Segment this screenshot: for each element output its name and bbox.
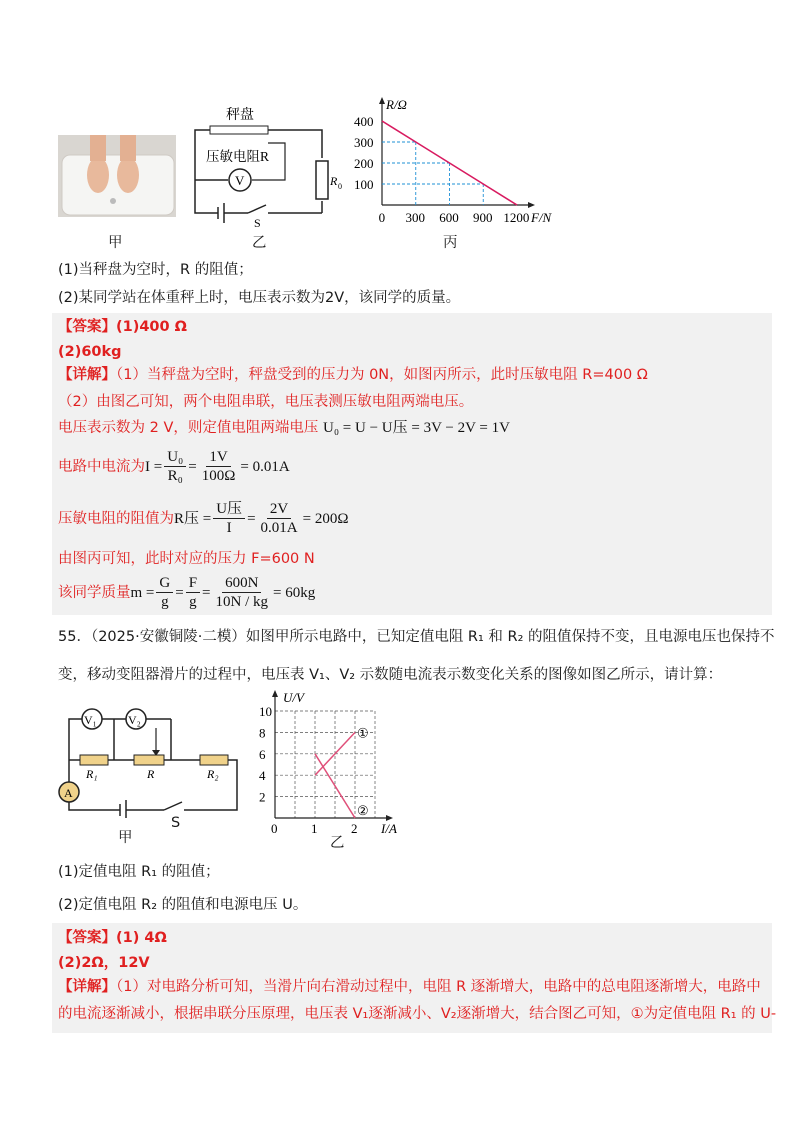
numerator: U₀ (164, 448, 186, 467)
detail-2: 的电流逐渐减小，根据串联分压原理，电压表 V₁逐渐减小、V₂逐渐增大，结合图乙可知，①为定值电阻 R₁ 的 U- (58, 1006, 777, 1022)
detail-4-lhs: I = (145, 458, 163, 475)
answer-tag: 【答案】 (58, 319, 116, 335)
y-tick-label: 200 (354, 156, 374, 171)
r-label: R (147, 767, 155, 781)
fig-jia-label: 甲 (108, 235, 123, 251)
r-vs-f-chart (350, 93, 552, 228)
q55-detail-row-1 (58, 976, 761, 998)
y-axis-arrow (379, 97, 385, 104)
numerator: 2V (267, 500, 291, 519)
fig-yi-label: 乙 (252, 235, 267, 251)
fraction (199, 448, 239, 485)
x-axis-label: F/N (531, 210, 552, 225)
y-tick-label: 100 (354, 177, 374, 192)
x-tick-label: 1 (311, 821, 318, 836)
scale-circuit-diagram (190, 103, 340, 228)
detail-row-5: 压敏电阻的阻值为 R压 = $\frac{\text{U压}}{I}$ = $\frac{2V}{0.01A}$ = 200Ω (58, 501, 349, 536)
detail-1: （1）当秤盘为空时，秤盘受到的压力为 0N，如图丙所示，此时压敏电阻 R=400 Ω (116, 367, 648, 383)
answer-2: (2)60kg (58, 344, 122, 360)
q55-fig-jia-label: 甲 (118, 830, 133, 846)
q55-switch-label: S (171, 815, 181, 831)
fraction (164, 448, 186, 485)
detail-row-4: 电路中电流为 I = $\frac{\text{U₀}}{\text{R₀}}$ = $\frac{1V}{100\Omega}$ = 0.01A (58, 449, 290, 484)
detail-1: （1）对电路分析可知，当滑片向右滑动过程中，电阻 R 逐渐增大，电路中的总电阻逐渐增大，电路中 (116, 979, 761, 995)
y-tick-label: 4 (259, 768, 266, 784)
q55-part2: (2)定值电阻 R₂ 的阻值和电源电压 U。 (58, 897, 308, 913)
denominator: R₀ (167, 468, 183, 484)
detail-tag: 【详解】 (58, 979, 116, 995)
q55-circuit-diagram (56, 706, 246, 818)
y-tick-label: 400 (354, 114, 374, 129)
y-tick-label: 8 (259, 725, 266, 741)
detail-4-text: 电路中电流为 (58, 458, 145, 475)
detail-4-rhs: = 0.01A (240, 458, 290, 475)
y-tick-label: 10 (259, 704, 272, 719)
y-axis-label: U/V (283, 690, 304, 705)
numerator: 600N (222, 574, 261, 593)
detail-6: 由图丙可知，此时对应的压力 F=600 N (58, 551, 315, 567)
fraction (186, 574, 200, 611)
numerator: F (186, 574, 200, 593)
denominator: I (226, 520, 232, 536)
answer-2: (2)2Ω，12V (58, 955, 150, 971)
scale-pan-label: 秤盘 (226, 108, 254, 123)
detail-3-text: 电压表示数为 2 V，则定值电阻两端电压 (58, 420, 319, 436)
fraction (258, 500, 301, 537)
pressure-resistor-label: 压敏电阻R (206, 149, 270, 164)
q54-answer-row (58, 316, 187, 338)
x-tick-label: 0 (378, 210, 386, 225)
u-vs-i-chart (255, 688, 420, 836)
detail-7-text: 该同学质量 (58, 584, 131, 601)
x-tick-label: 300 (405, 210, 426, 225)
numerator: 1V (206, 448, 230, 467)
denominator: g (189, 594, 197, 610)
answer-1: (1) 4Ω (116, 930, 167, 946)
x-axis-label: I/A (381, 821, 397, 836)
detail-3-math: U₀ = U − U压 = 3V − 2V = 1V (322, 420, 510, 436)
detail-row-7: 该同学质量 m = $\frac{G}{g}$ = $\frac{F}{g}$ = $\frac{600N}{10N / kg}$ = 60kg (58, 575, 316, 610)
fraction (213, 574, 272, 611)
x-axis-arrow (528, 202, 535, 208)
detail-5-lhs: R压 = (174, 510, 212, 527)
detail-7-rhs: = 60kg (273, 584, 316, 601)
numerator: G (156, 574, 173, 593)
r2-label: R₂ (207, 767, 219, 781)
r0-label: R (330, 174, 338, 188)
detail-tag: 【详解】 (58, 367, 116, 383)
series-1-marker: ① (357, 725, 369, 741)
q54-part2: (2)某同学站在体重秤上时，电压表示数为2V，该同学的质量。 (58, 290, 461, 306)
numerator: U压 (213, 500, 245, 519)
q55-line-2: 变，移动变阻器滑片的过程中，电压表 V₁、V₂ 示数随电流表示数变化关系的图像如图乙所示，请计算： (58, 667, 723, 683)
x-tick-label: 900 (473, 210, 493, 225)
denominator: 100Ω (201, 468, 236, 484)
scale-photo (58, 135, 176, 217)
q55-part1: (1)定值电阻 R₁ 的阻值； (58, 864, 220, 880)
answer-tag: 【答案】 (58, 930, 116, 946)
fig-bing-label: 丙 (443, 235, 458, 251)
y-axis-label: R/Ω (386, 97, 407, 112)
detail-row-1 (58, 364, 648, 386)
series-2-marker: ② (357, 803, 369, 818)
q55-line-1: 55．（2025·安徽铜陵·二模）如图甲所示电路中，已知定值电阻 R₁ 和 R₂ 的阻值保持不变，且电源电压也保持不 (58, 629, 775, 645)
svg-text:0: 0 (338, 182, 342, 191)
y-tick-label: 300 (354, 135, 374, 150)
q54-part1: (1)当秤盘为空时，R 的阻值； (58, 262, 253, 278)
detail-7-lhs: m = (130, 584, 155, 601)
v1-label: V₁ (84, 713, 97, 727)
y-tick-label: 6 (259, 746, 266, 762)
x-tick-label: 600 (439, 210, 459, 225)
q55-answer-row (58, 927, 167, 949)
x-tick-label: 1200 (503, 210, 530, 225)
y-axis-arrow (272, 690, 278, 697)
detail-row-3 (58, 417, 510, 439)
x-tick-label: 2 (351, 821, 358, 836)
v2-label: V₂ (128, 713, 141, 727)
denominator: 10N / kg (215, 594, 269, 610)
ammeter-label: A (64, 786, 73, 800)
x-tick-label: 0 (271, 821, 278, 836)
switch-label: S (254, 216, 261, 230)
denominator: g (161, 594, 169, 610)
detail-5-text: 压敏电阻的阻值为 (58, 510, 174, 527)
detail-5-rhs: = 200Ω (302, 510, 349, 527)
detail-2: （2）由图乙可知，两个电阻串联，电压表测压敏电阻两端电压。 (58, 394, 474, 410)
q55-fig-yi-label: 乙 (330, 835, 345, 851)
answer-1: (1)400 Ω (116, 319, 187, 335)
r1-label: R₁ (86, 767, 98, 781)
y-tick-label: 2 (259, 789, 266, 805)
fraction (156, 574, 173, 611)
fraction (213, 500, 245, 537)
voltmeter-label: V (235, 173, 245, 188)
denominator: 0.01A (260, 520, 298, 536)
